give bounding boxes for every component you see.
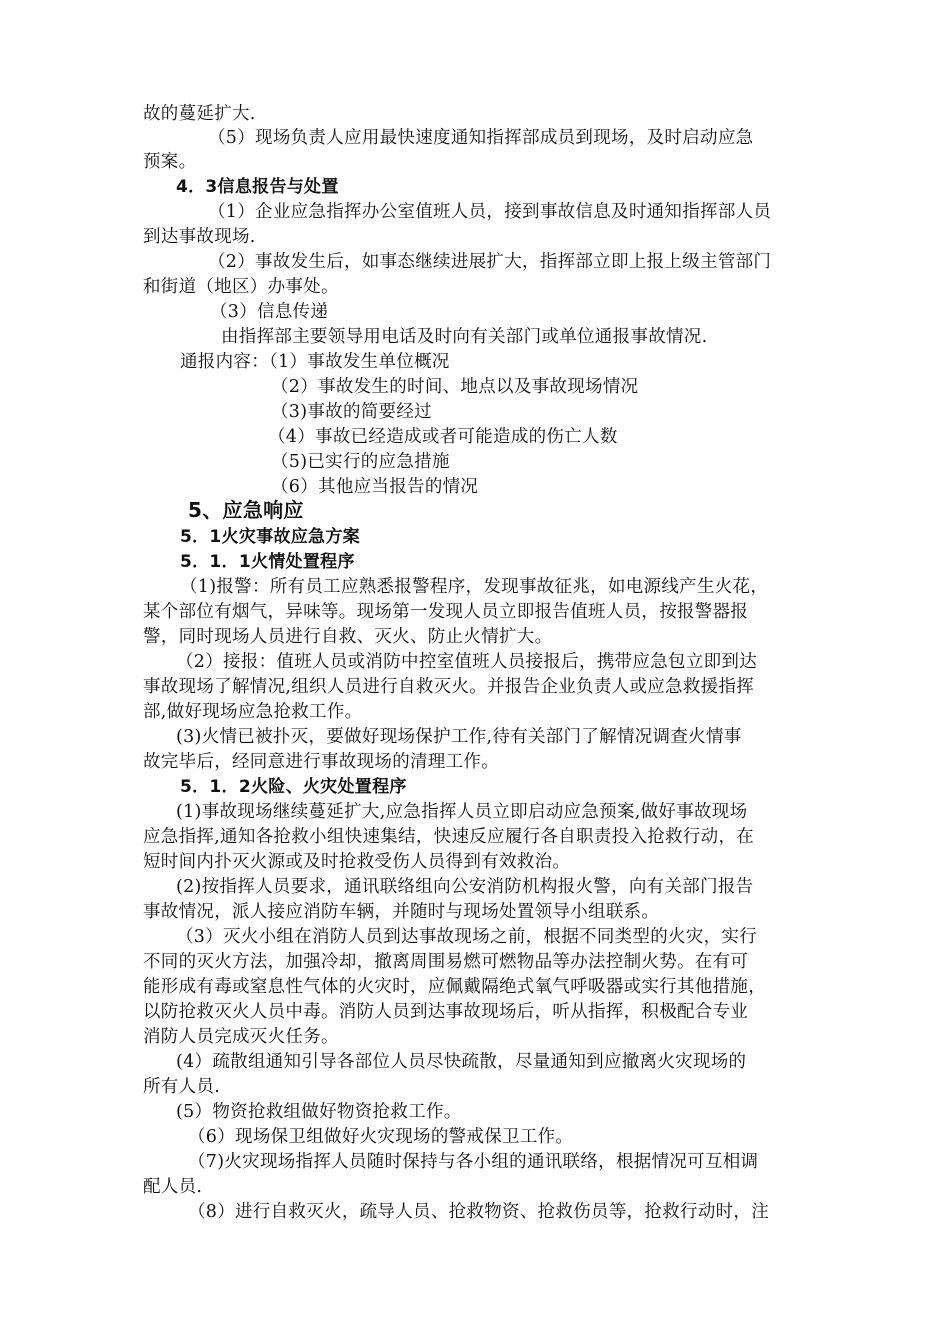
text-line: （2）接报：值班人员或消防中控室值班人员接报后，携带应急包立即到达: [176, 652, 758, 672]
text-line: （3)事故的简要经过: [271, 402, 432, 422]
text-line: （8）进行自救灭火，疏导人员、抢救物资、抢救伤员等，抢救行动时，注: [188, 1202, 770, 1222]
text-line: （1)报警：所有员工应熟悉报警程序，发现事故征兆，如电源线产生火花，: [180, 577, 769, 597]
text-line: 事故情况，派人接应消防车辆，并随时与现场处置领导小组联系。: [143, 902, 660, 922]
text-line: （3）灭火小组在消防人员到达事故现场之前，根据不同类型的火灾，实行: [176, 927, 758, 947]
text-line: （7)火灾现场指挥人员随时保持与各小组的通讯联络，根据情况可互相调: [188, 1152, 759, 1172]
subsection-heading: 5．1．1火情处置程序: [180, 552, 355, 572]
text-line: 所有人员.: [143, 1077, 221, 1097]
text-line: (4）疏散组通知引导各部位人员尽快疏散，尽量通知到应撤离火灾现场的: [176, 1052, 747, 1072]
text-line: 配人员.: [143, 1177, 203, 1197]
text-line: (5）物资抢救组做好物资抢救工作。: [176, 1102, 462, 1122]
subsection-heading: 5．1．2火险、火灾处置程序: [180, 777, 407, 797]
text-line: (1)事故现场继续蔓延扩大,应急指挥人员立即启动应急预案,做好事故现场: [176, 802, 748, 822]
text-line: （6）其他应当报告的情况: [271, 477, 479, 497]
section-heading: 4．3信息报告与处置: [176, 177, 339, 197]
text-line: （1）企业应急指挥办公室值班人员，接到事故信息及时通知指挥部人员: [208, 202, 772, 222]
section-heading: 5．1火灾事故应急方案: [180, 527, 360, 547]
text-line: （2）事故发生后，如事态继续进展扩大，指挥部立即上报上级主管部门: [208, 252, 772, 272]
text-line: 故完毕后，经同意进行事故现场的清理工作。: [143, 752, 499, 772]
text-line: 故的蔓延扩大.: [143, 104, 256, 124]
text-line: （2）事故发生的时间、地点以及事故现场情况: [271, 377, 639, 397]
text-line: 通报内容：（1）事故发生单位概况: [180, 352, 450, 372]
text-line: 部,做好现场应急抢救工作。: [143, 702, 363, 722]
text-line: 不同的灭火方法，加强冷却，撤离周围易燃可燃物品等办法控制火势。在有可: [143, 952, 749, 972]
chapter-heading: 5、应急响应: [188, 498, 304, 522]
text-line: （5)已实行的应急措施: [271, 452, 450, 472]
text-line: （4）事故已经造成或者可能造成的伤亡人数: [268, 427, 618, 447]
text-line: 和街道（地区）办事处。: [143, 277, 339, 297]
text-line: 由指挥部主要领导用电话及时向有关部门或单位通报事故情况.: [221, 327, 708, 347]
text-line: 预案。: [143, 152, 197, 172]
text-line: 到达事故现场.: [143, 227, 256, 247]
text-line: (3)火情已被扑灭，要做好现场保护工作,待有关部门了解情况调查火情事: [176, 727, 742, 747]
text-line: （6）现场保卫组做好火灾现场的警戒保卫工作。: [188, 1127, 574, 1147]
text-line: （5）现场负责人应用最快速度通知指挥部成员到现场，及时启动应急: [208, 128, 754, 148]
text-line: 能形成有毒或窒息性气体的火灾时，应佩戴隔绝式氧气呼吸器或实行其他措施，: [143, 977, 766, 997]
text-line: 警，同时现场人员进行自救、灭火、防止火情扩大。: [143, 627, 553, 647]
text-line: 应急指挥,通知各抢救小组快速集结，快速反应履行各自职责投入抢救行动，在: [143, 827, 755, 847]
text-line: 消防人员完成灭火任务。: [143, 1027, 339, 1047]
text-line: 以防抢救灭火人员中毒。消防人员到达事故现场后，听从指挥，积极配合专业: [143, 1002, 749, 1022]
text-line: (2)按指挥人员要求，通讯联络组向公安消防机构报火警，向有关部门报告: [176, 877, 754, 897]
text-line: 事故现场了解情况,组织人员进行自救灭火。并报告企业负责人或应急救援指挥: [143, 677, 755, 697]
text-line: 短时间内扑灭火源或及时抢救受伤人员得到有效救治。: [143, 852, 571, 872]
text-line: 某个部位有烟气，异味等。现场第一发现人员立即报告值班人员，按报警器报: [143, 602, 749, 622]
text-line: （3）信息传递: [210, 302, 329, 322]
